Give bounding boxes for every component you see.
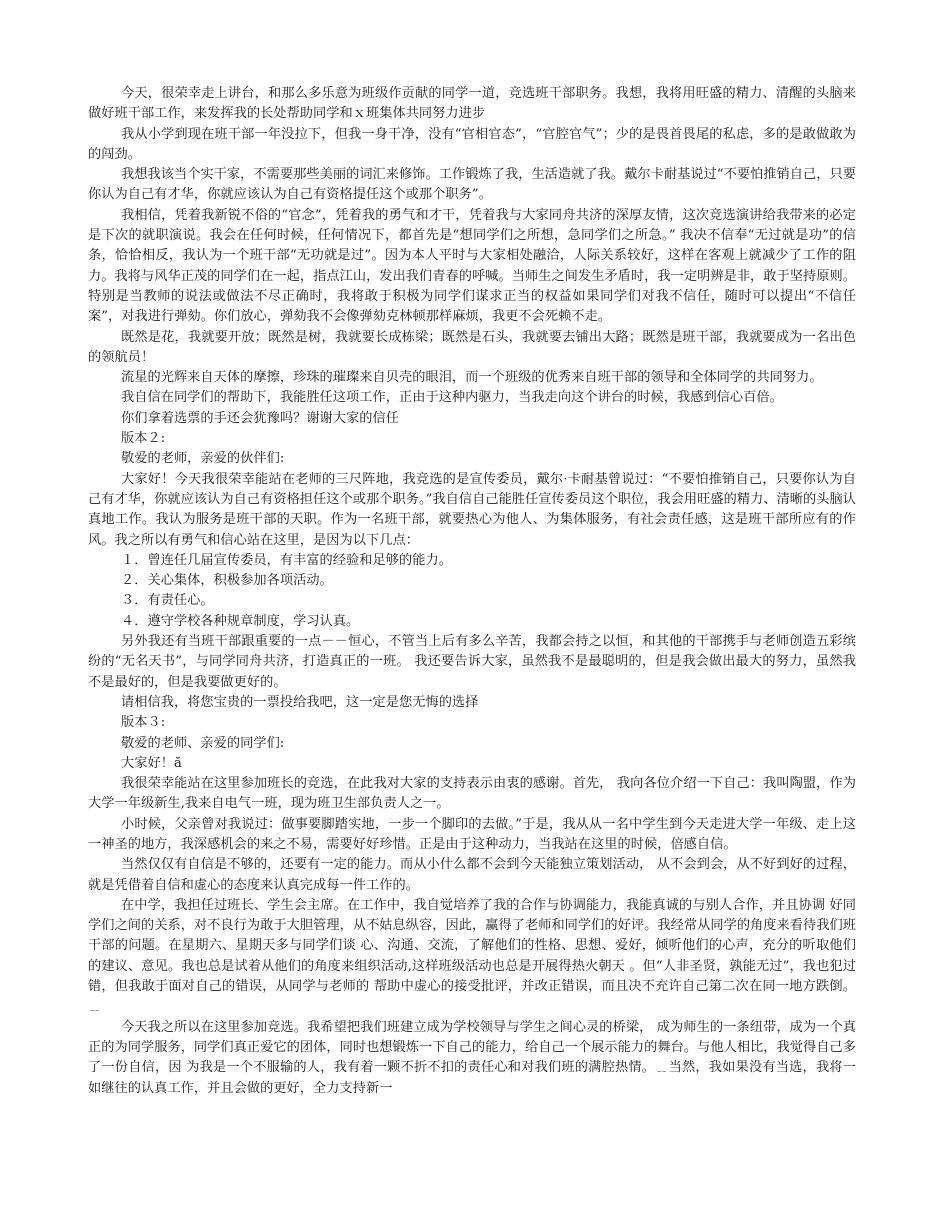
version-3-salutation: 敬爱的老师、亲爱的同学们: <box>121 735 285 751</box>
paragraph-belief: 我相信，凭着我新锐不俗的“官念”，凭着我的勇气和才干，凭着我与大家同舟共济的深厚友情，这次竞选演讲给我带来的必定是下次的就职演说。我会在任何时候，任何情况下，都首先是“想同学们之所想，急同学们之所急。” 我决不信奉“无过就是功”的信条，恰恰相反，我认为一个班干部“无功就是过”。因为本人平时与大家相处融洽，人际关系较好，这样在客观上就减少了工作的阻力。我将与风华正茂的同学们在一起，指点江山，发出我们青春的呼喊。当师生之间发生矛盾时，我一定明辨是非，敢于坚持原则。特别是当教师的说法或做法不尽正确时，我将敢于积极为同学们谋求正当的权益如果同学们对我不信任，随时可以提出“不信任案”，对我进行弹劾。你们放心，弹劾我不会像弹劾克林顿那样麻烦，我更不会死赖不走。 <box>88 207 856 325</box>
paragraph-confidence: 我自信在同学们的帮助下，我能胜任这项工作，正由于这种内驱力，当我走向这个讲台的时候，我感到信心百倍。 <box>121 390 783 406</box>
document-page <box>88 84 856 1099</box>
version-3-ability: 当然仅仅有自信是不够的，还要有一定的能力。而从小什么都不会到今天能独立策划活动， 从不会到会，从不好到好的过程，就是凭借着自信和虚心的态度来认真完成每一件工作的。 <box>88 857 856 893</box>
version-2-heading: 版本２: <box>121 431 166 447</box>
paragraph-practical: 我想我该当个实干家，不需要那些美丽的词汇来修饰。工作锻炼了我，生活造就了我。戴尔卡耐基说过“不要怕推销自己，只要你认为自己有才华，你就应该认为自己有资格提任这个或那个职务”。 <box>88 167 856 203</box>
paragraph-meteor: 流星的光辉来自天体的摩擦，珍珠的璀璨来自贝壳的眼泪，而一个班级的优秀来自班干部的领导和全体同学的共同努力。 <box>121 370 823 386</box>
list-item-4: ４．遵守学校各种规章制度，学习认真。 <box>121 613 360 629</box>
list-item-2: ２．关心集体，积极参加各项活动。 <box>121 573 333 589</box>
version-2-closing: 请相信我，将您宝贵的一票投给我吧，这一定是您无悔的选择 <box>121 694 479 710</box>
list-item-1: １．曾连任几届宣传委员，有丰富的经验和足够的能力。 <box>121 552 452 568</box>
paragraph-intro: 今天，很荣幸走上讲台，和那么多乐意为班级作贡献的同学一道，竞选班干部职务。我想，我将用旺盛的精力、清醒的头脑来做好班干部工作，来发挥我的长处帮助同学和ｘ班集体共同努力进步 <box>88 86 856 122</box>
version-3-greeting: 大家好！ă <box>121 755 182 771</box>
paragraph-metaphor: 既然是花，我就要开放；既然是树，我就要长成栋梁；既然是石头，我就要去铺出大路；既然是班干部，我就要成为一名出色的领航员！ <box>88 329 856 365</box>
list-item-3: ３．有责任心。 <box>121 593 214 609</box>
version-2-intro: 大家好！今天我很荣幸能站在老师的三尺阵地，我竞选的是宣传委员，戴尔·卡耐基曾说过：“不要怕推销自己，只要你认为自己有才华，你就应该认为自己有资格担任这个或那个职务。”我自信自己能胜任宣传委员这个职位，我会用旺盛的精力、清晰的头脑认真地工作。我认为服务是班干部的天职。作为一名班干部，就要热心为他人、为集体服务，有社会责任感，这是班干部所应有的作风。我之所以有勇气和信心站在这里，是因为以下几点： <box>88 471 856 548</box>
version-3-middle-school: 在中学，我担任过班长、学生会主席。在工作中，我自觉培养了我的合作与协调能力，我能真诚的与别人合作，并且协调 好同学们之间的关系，对不良行为敢于大胆管理，从不姑息纵容，因此，赢得了老师和同学们的好评。我经常从同学的角度来看待我们班干部的问题。在星期六、星期天多与同学们谈 心、沟通、交流，了解他们的性格、思想、爱好，倾听他们的心声，充分的听取他们的建议、意见。我也总是试着从他们的角度来组织活动,这样班级活动也总是开展得热火朝天 。但“人非圣贤，孰能无过”，我也犯过错，但我敢于面对自己的错误，从同学与老师的 帮助中虚心的接受批评，并改正错误，而且决不充许自己第二次在同一地方跌倒。﹎ <box>88 897 856 1015</box>
version-2-perseverance: 另外我还有当班干部跟重要的一点－－恒心，不管当上后有多么辛苦，我都会持之以恒，和其他的干部携手与老师创造五彩缤纷的“无名天书”，与同学同舟共济，打造真正的一班。 我还要告诉大家，虽然我不是最聪明的，但是我会做出最大的努力，虽然我不是最好的，但是我要做更好的。 <box>88 634 856 690</box>
version-3-heading: 版本３: <box>121 715 166 731</box>
version-2-salutation: 敬爱的老师，亲爱的伙伴们: <box>121 451 285 467</box>
paragraph-closing-1: 你们拿着选票的手还会犹豫吗？谢谢大家的信任 <box>121 410 399 426</box>
paragraph-experience: 我从小学到现在班干部一年没拉下，但我一身干净，没有“官相官态”，“官腔官气”；少的是畏首畏尾的私虑，多的是敢做敢为的闯劲。 <box>88 126 856 162</box>
version-3-intro: 我很荣幸能站在这里参加班长的竞选，在此我对大家的支持表示由衷的感谢。首先， 我向各位介绍一下自己：我叫陶盟，作为大学一年级新生,我来自电气一班，现为班卫生部负责人之一。 <box>88 776 856 812</box>
version-3-today: 今天我之所以在这里参加竞选。我希望把我们班建立成为学校领导与学生之间心灵的桥梁， 成为师生的一条纽带，成为一个真正的为同学服务，同学们真正爱它的团体，同时也想锻炼一下自己的能力，给自己一个展示能力的舞台。与他人相比，我觉得自己多了一份自信，因 为我是一个不服输的人，我有着一颗不折不扣的责任心和对我们班的满腔热情。﹎当然，我如果没有当选，我将一如继往的认真工作，并且会做的更好，全力支持新一 <box>88 1019 856 1096</box>
version-3-childhood: 小时候，父亲曾对我说过：做事要脚踏实地，一步一个脚印的去做。”于是，我从从一名中学生到今天走进大学一年级、走上这一神圣的地方，我深感机会的来之不易，需要好好珍惜。正是由于这种动力，当我站在这里的时候，倍感自信。 <box>88 816 856 852</box>
